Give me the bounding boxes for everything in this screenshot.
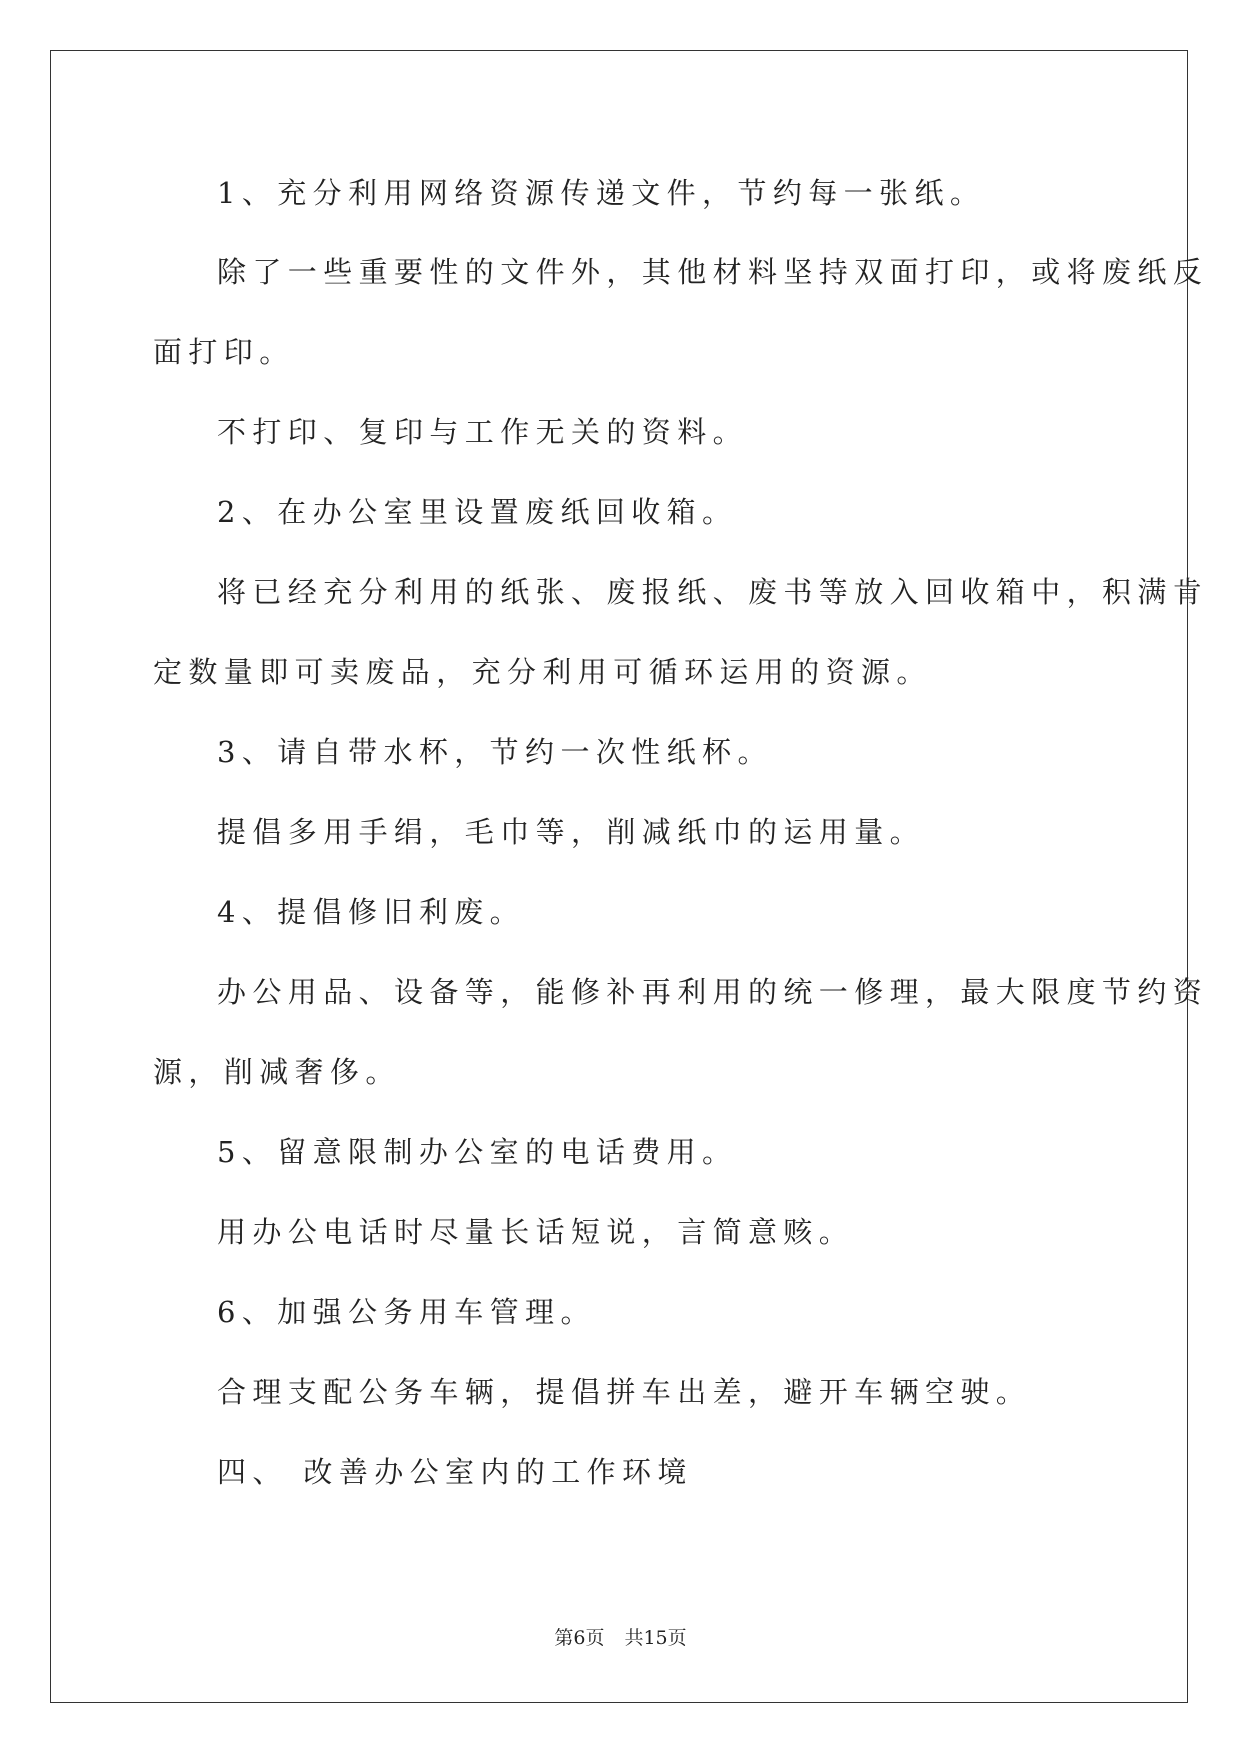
paragraph-line: 4、提倡修旧利废。: [217, 895, 526, 929]
paragraph-line: 6、加强公务用车管理。: [217, 1295, 596, 1329]
paragraph-line: 除了一些重要性的文件外，其他材料坚持双面打印，或将废纸反: [217, 255, 1209, 289]
paragraph-line: 3、请自带水杯，节约一次性纸杯。: [217, 735, 773, 769]
paragraph-line: 不打印、复印与工作无关的资料。: [217, 415, 749, 449]
paragraph-line: 定数量即可卖废品，充分利用可循环运用的资源。: [153, 655, 932, 689]
page-footer: [0, 1626, 1241, 1650]
page-number: 第6页: [554, 1627, 605, 1649]
paragraph-line: 2、在办公室里设置废纸回收箱。: [217, 495, 738, 529]
paragraph-line: 1、充分利用网络资源传递文件，节约每一张纸。: [217, 176, 986, 210]
paragraph-line: 将已经充分利用的纸张、废报纸、废书等放入回收箱中，积满肯: [217, 575, 1209, 609]
paragraph-line: 办公用品、设备等，能修补再利用的统一修理，最大限度节约资: [217, 975, 1209, 1009]
paragraph-line: 源，削减奢侈。: [153, 1055, 401, 1089]
paragraph-line: 合理支配公务车辆，提倡拼车出差，避开车辆空驶。: [217, 1375, 1032, 1409]
paragraph-line: 用办公电话时尽量长话短说，言简意赅。: [217, 1215, 855, 1249]
paragraph-line: 5、留意限制办公室的电话费用。: [217, 1135, 738, 1169]
paragraph-line: 提倡多用手绢，毛巾等，削减纸巾的运用量。: [217, 815, 926, 849]
page-total: 共15页: [624, 1627, 687, 1649]
paragraph-line: 面打印。: [153, 335, 295, 369]
section-heading: 四、 改善办公室内的工作环境: [217, 1455, 693, 1489]
